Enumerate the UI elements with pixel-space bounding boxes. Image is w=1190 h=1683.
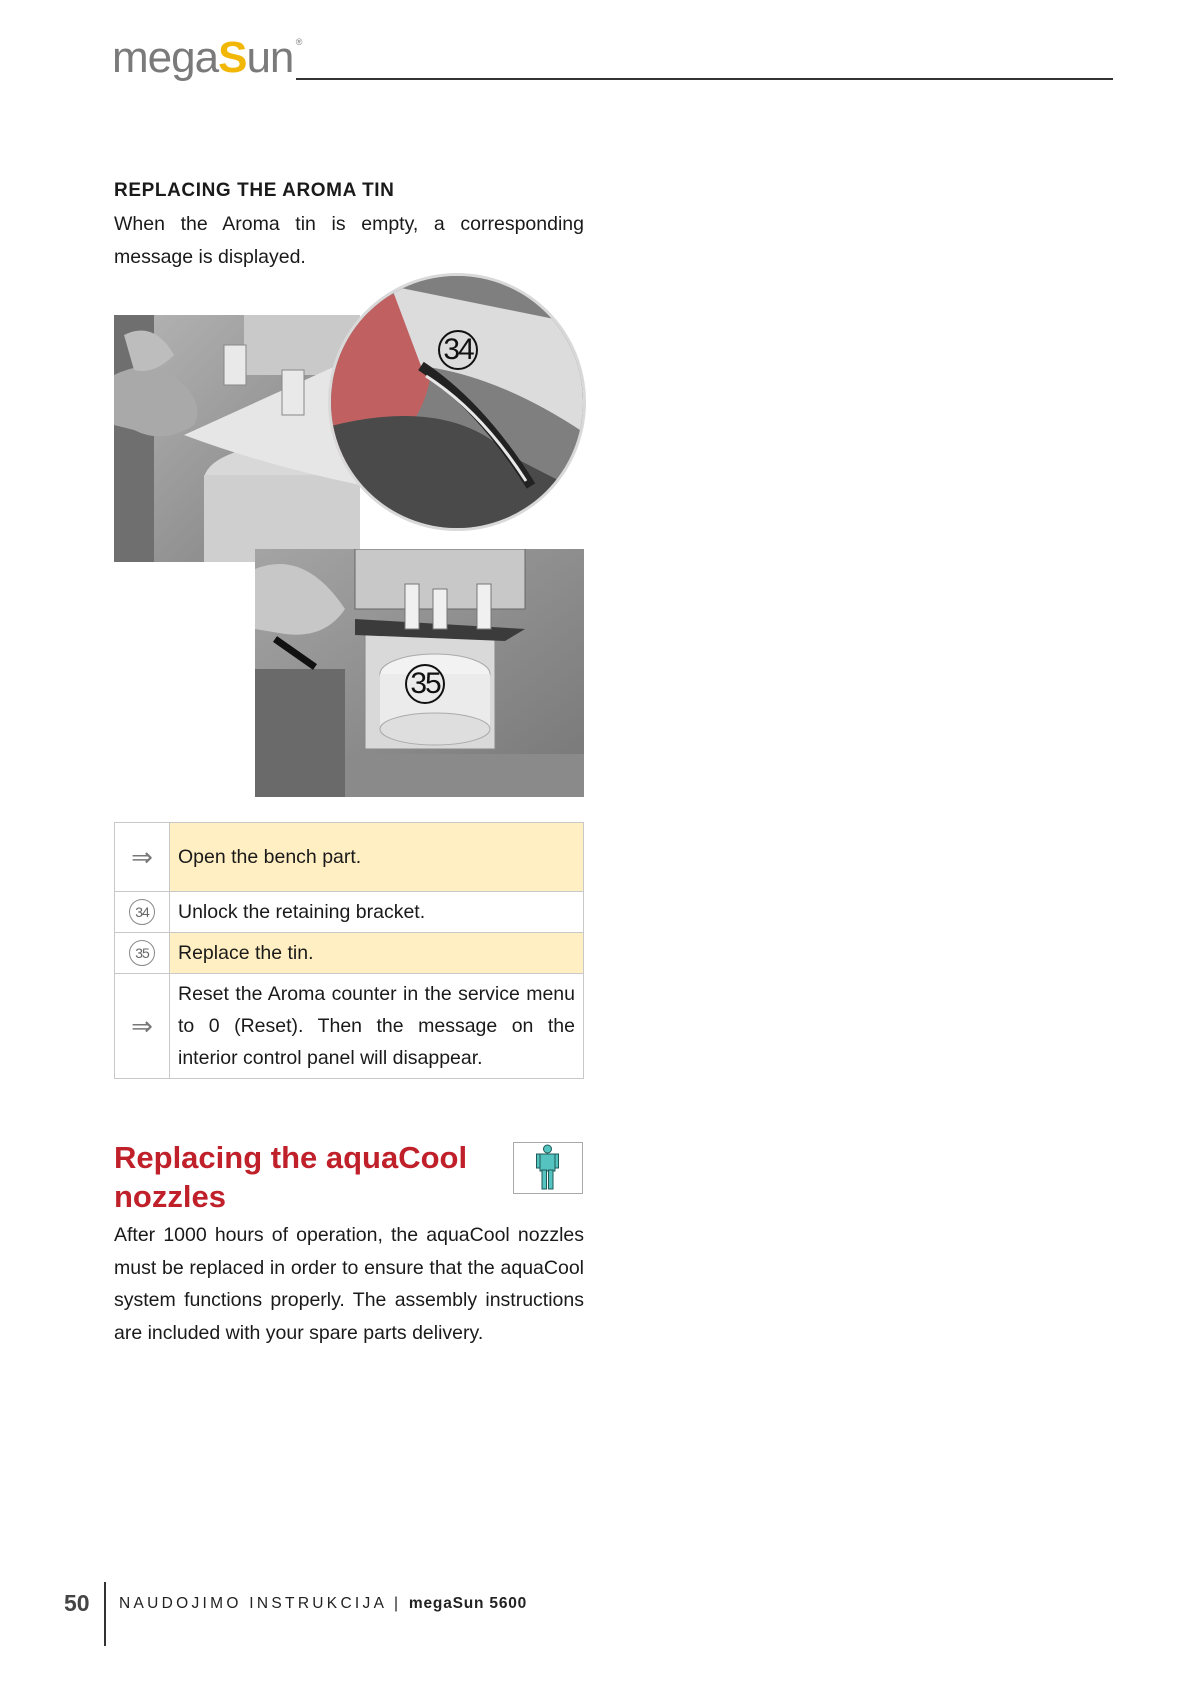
person-icon bbox=[513, 1142, 583, 1194]
step-arrow-icon bbox=[115, 823, 170, 892]
photo-bracket-overview bbox=[114, 315, 360, 562]
step-row-4 bbox=[115, 974, 584, 1079]
header-rule bbox=[296, 78, 1113, 80]
section-heading-aquacool: Replacing the aquaCool nozzles bbox=[114, 1140, 468, 1214]
callout-35: 35 bbox=[405, 664, 445, 704]
section-intro: When the Aroma tin is empty, a corresponding message is displayed. bbox=[114, 213, 584, 268]
logo-registered-mark: ® bbox=[295, 37, 302, 47]
step-arrow-symbol: ⇒ bbox=[131, 1010, 153, 1041]
step-arrow-icon bbox=[115, 974, 170, 1079]
step-arrow-symbol: ⇒ bbox=[131, 841, 153, 872]
megasun-logo bbox=[112, 33, 302, 82]
step-text: Reset the Aroma counter in the service menu to 0 (Reset). Then the message on the interior control panel will disappear. bbox=[170, 974, 584, 1079]
footer-product: megaSun 5600 bbox=[408, 1595, 528, 1612]
logo-text-mega: mega bbox=[112, 33, 219, 82]
step-row-3 bbox=[115, 933, 584, 974]
photo-detail-circle bbox=[328, 273, 586, 531]
person-icon-graphic bbox=[514, 1143, 581, 1192]
photo-bracket-overview-illustration bbox=[114, 315, 360, 562]
photo-aroma-tin bbox=[255, 549, 584, 797]
page-number: 50 bbox=[64, 1590, 90, 1616]
footer-title bbox=[119, 1595, 527, 1613]
step-number-cell bbox=[115, 892, 170, 933]
step-number-badge: 35 bbox=[129, 940, 155, 966]
logo-text-un: un bbox=[246, 33, 294, 82]
photo-detail-illustration bbox=[331, 276, 586, 531]
step-number-badge: 34 bbox=[129, 899, 155, 925]
logo-text-s: S bbox=[218, 33, 247, 82]
section-body-aquacool: After 1000 hours of operation, the aquaCool nozzles must be replaced in order to ensure that the aquaCool system functions properly. The assembly instructions are included with your spare parts delivery. bbox=[114, 1224, 584, 1344]
section-heading-aroma-tin: REPLACING THE AROMA TIN bbox=[114, 180, 395, 201]
step-row-1 bbox=[115, 823, 584, 892]
footer-manual-title: NAUDOJIMO INSTRUKCIJA bbox=[119, 1595, 387, 1612]
footer-rule bbox=[104, 1582, 106, 1646]
steps-table bbox=[114, 822, 584, 1079]
step-number-cell bbox=[115, 933, 170, 974]
callout-34: 34 bbox=[438, 330, 478, 370]
footer-separator: | bbox=[386, 1595, 409, 1612]
step-row-2 bbox=[115, 892, 584, 933]
step-text: Replace the tin. bbox=[170, 933, 584, 974]
step-text: Open the bench part. bbox=[170, 823, 584, 892]
step-text: Unlock the retaining bracket. bbox=[170, 892, 584, 933]
